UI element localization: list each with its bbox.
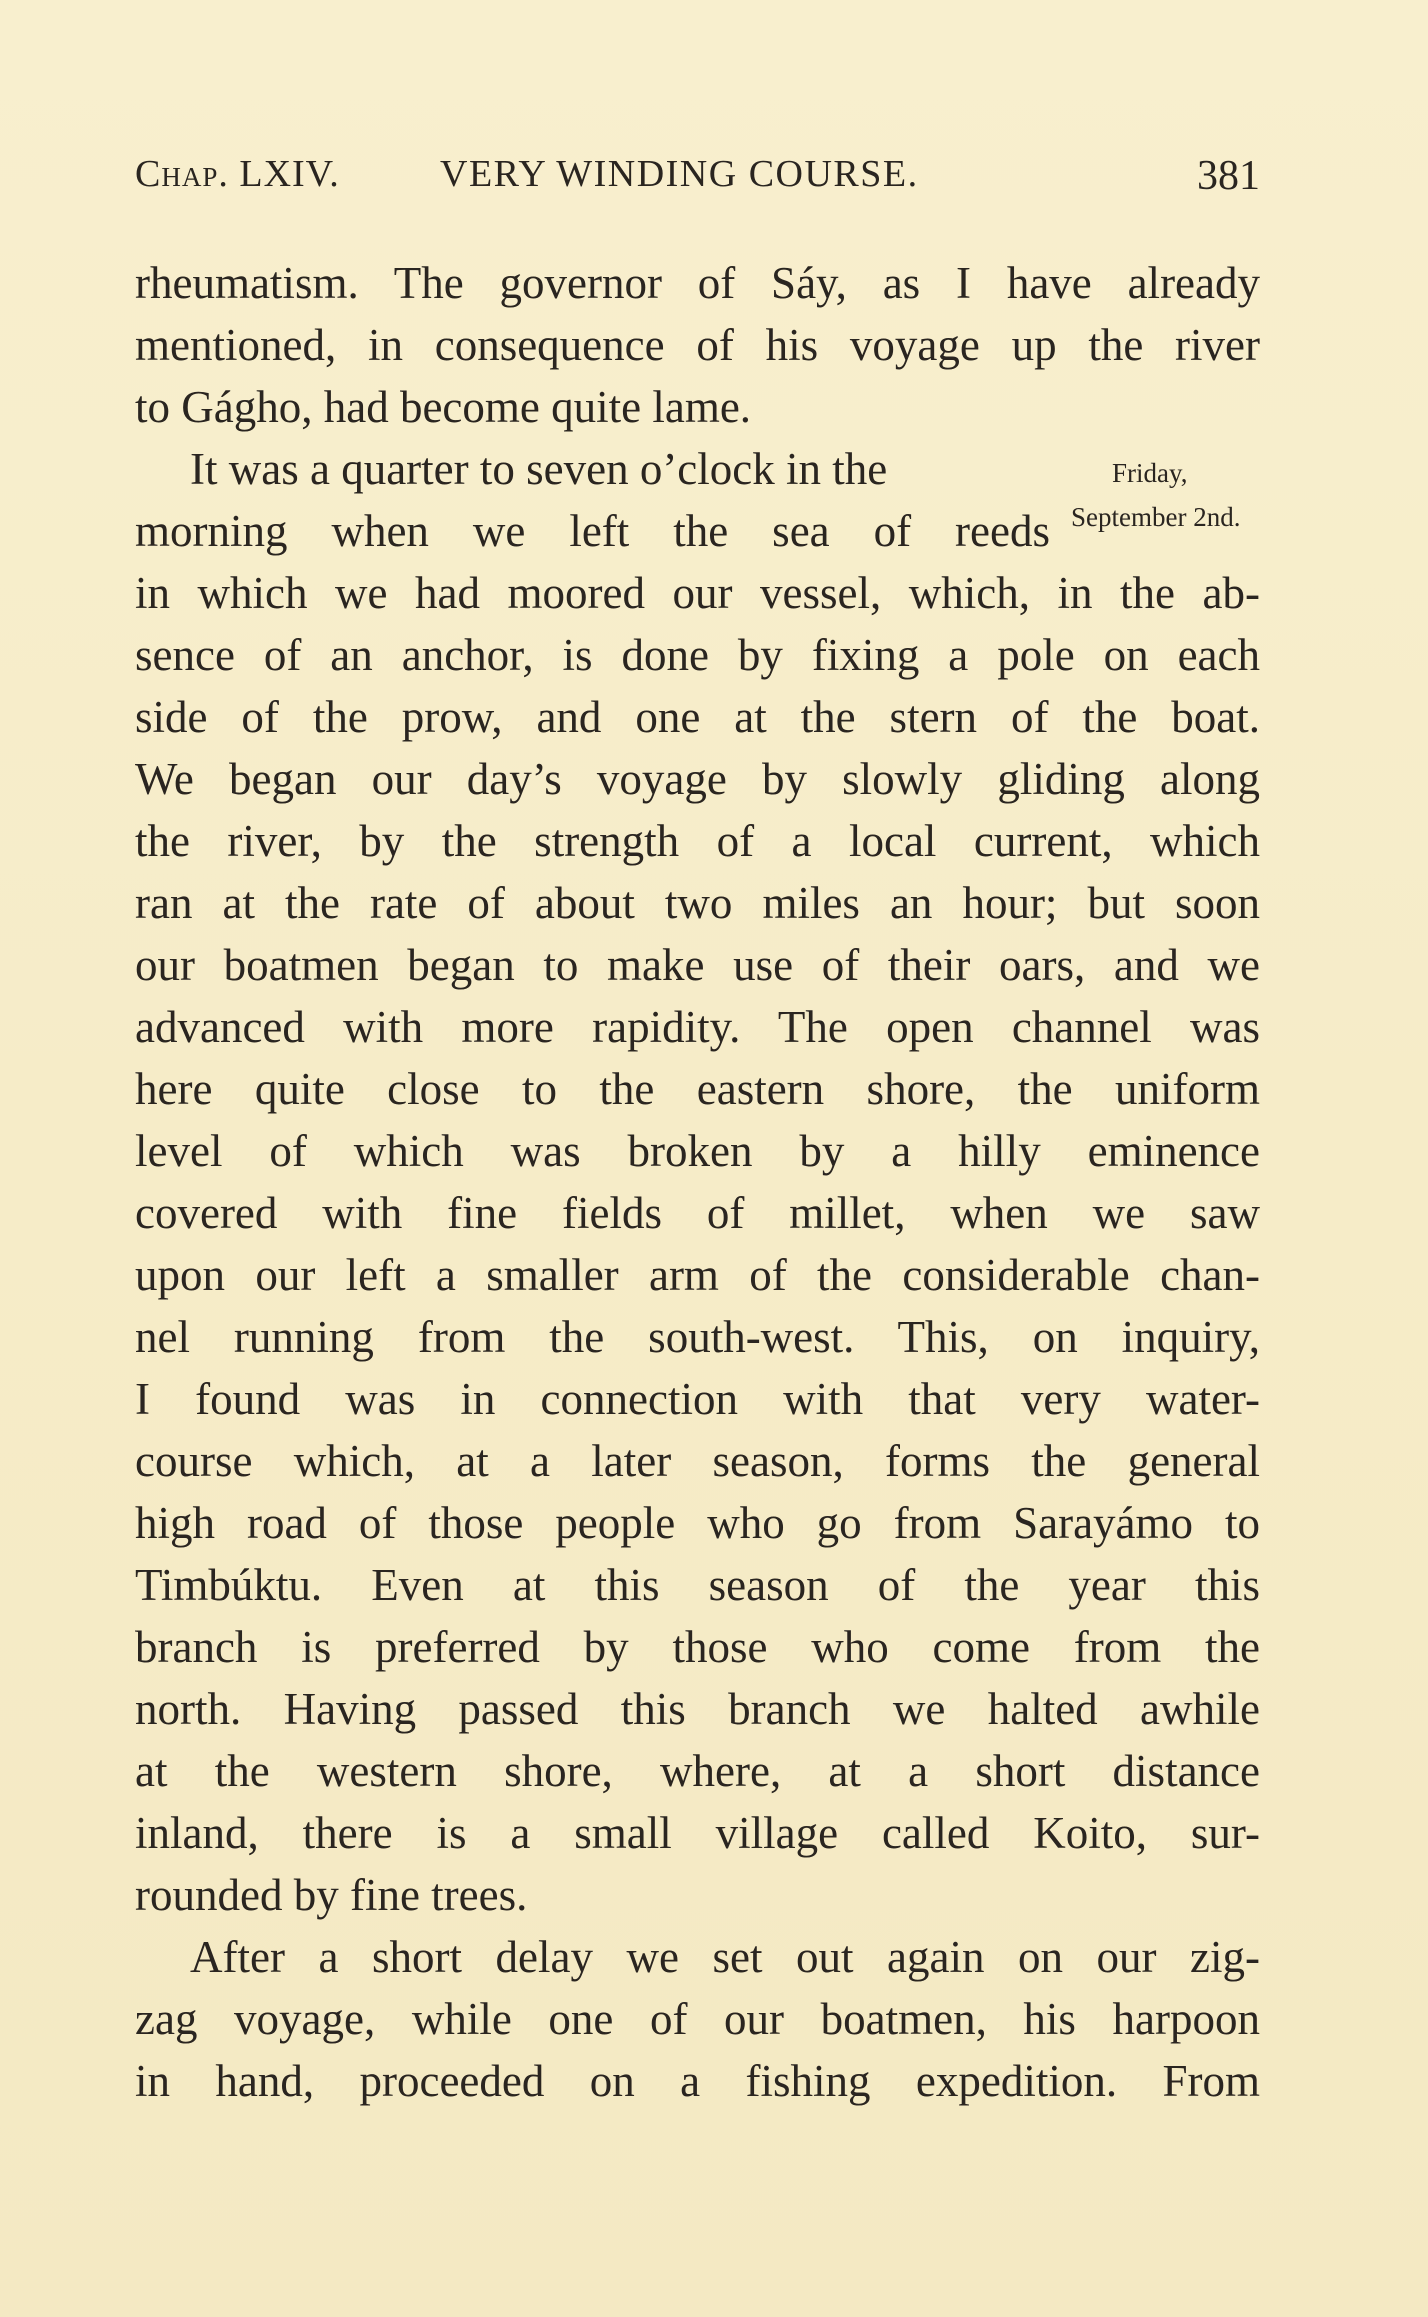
text-line: to Gágho, had become quite lame. <box>135 382 752 432</box>
text-line: We began our day’s voyage by slowly gliding along <box>135 754 1260 804</box>
text-line: rheumatism. The governor of Sáy, as I have already <box>135 258 1260 308</box>
text-line: upon our left a smaller arm of the considerable chan- <box>135 1250 1260 1300</box>
page-number: 381 <box>1197 153 1260 199</box>
text-line: at the western shore, where, at a short distance <box>135 1746 1260 1796</box>
text-line: It was a quarter to seven o’clock in the <box>190 444 888 494</box>
text-line: covered with fine fields of millet, when we saw <box>135 1188 1260 1238</box>
text-line: mentioned, in consequence of his voyage up the river <box>135 320 1260 370</box>
text-line: branch is preferred by those who come from the <box>135 1622 1260 1672</box>
page-title: VERY WINDING COURSE. <box>440 153 919 195</box>
text-line: in which we had moored our vessel, which, in the ab- <box>135 568 1260 618</box>
text-line: zag voyage, while one of our boatmen, his harpoon <box>135 1994 1260 2044</box>
chapter-label: Chap. LXIV. <box>135 153 340 195</box>
text-line: nel running from the south-west. This, on inquiry, <box>135 1312 1260 1362</box>
text-line: side of the prow, and one at the stern of the boat. <box>135 692 1260 742</box>
text-line: Timbúktu. Even at this season of the year this <box>135 1560 1260 1610</box>
text-line: I found was in connection with that very water- <box>135 1374 1260 1424</box>
text-line: in hand, proceeded on a fishing expedition. From <box>135 2056 1260 2106</box>
text-line: advanced with more rapidity. The open channel was <box>135 1002 1260 1052</box>
text-line: sence of an anchor, is done by fixing a pole on each <box>135 630 1260 680</box>
text-line: course which, at a later season, forms the general <box>135 1436 1260 1486</box>
sidenote-date: September 2nd. <box>1071 502 1241 532</box>
sidenote-day: Friday, <box>1112 458 1188 488</box>
text-line: the river, by the strength of a local current, which <box>135 816 1260 866</box>
text-line: level of which was broken by a hilly eminence <box>135 1126 1260 1176</box>
text-line: morning when we left the sea of reeds <box>135 506 1050 556</box>
text-line: our boatmen began to make use of their oars, and we <box>135 940 1260 990</box>
running-head <box>135 152 1260 202</box>
text-line: After a short delay we set out again on our zig- <box>190 1932 1260 1982</box>
text-line: here quite close to the eastern shore, the uniform <box>135 1064 1260 1114</box>
text-line: high road of those people who go from Sarayámo to <box>135 1498 1260 1548</box>
text-line: inland, there is a small village called Koito, sur- <box>135 1808 1260 1858</box>
text-line: ran at the rate of about two miles an hour; but soon <box>135 878 1260 928</box>
text-line: north. Having passed this branch we halted awhile <box>135 1684 1260 1734</box>
body-text <box>135 252 1260 2112</box>
text-line: rounded by fine trees. <box>135 1870 528 1920</box>
